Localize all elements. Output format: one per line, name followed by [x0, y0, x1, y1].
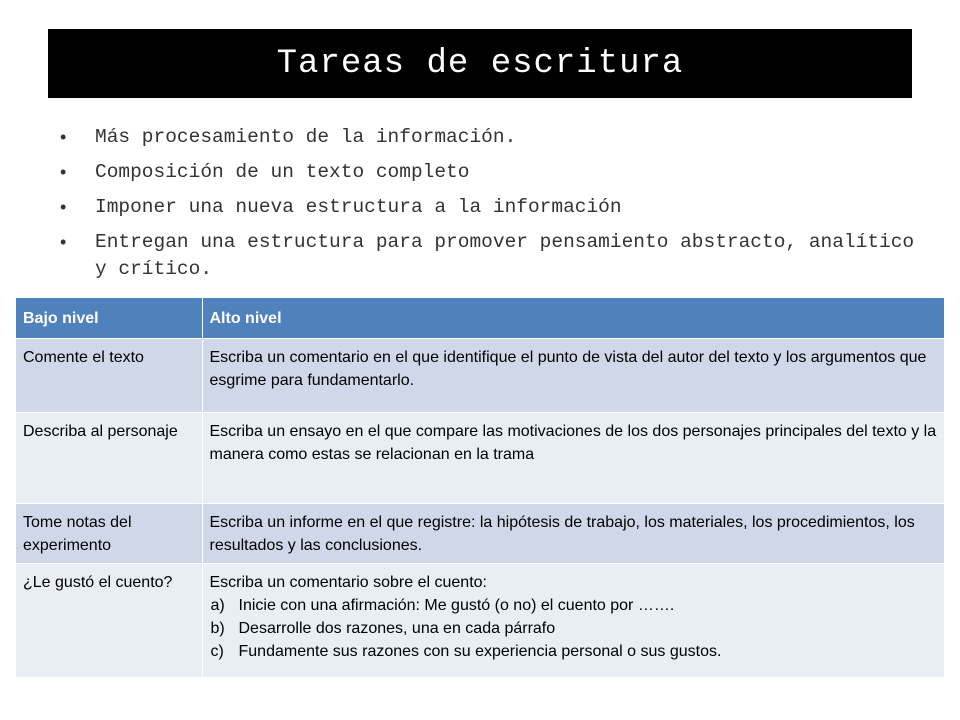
writing-tasks-table — [16, 298, 945, 677]
header-low-level: Bajo nivel — [16, 298, 202, 339]
bullet-dot: • — [60, 232, 67, 252]
bullet-text: Imponer una nueva estructura a la información — [95, 196, 622, 218]
low-level-cell: Describa al personaje — [16, 413, 202, 504]
bullet-item — [60, 159, 920, 186]
bullet-item — [60, 124, 920, 151]
slide-title: Tareas de escritura — [48, 29, 912, 98]
table-row — [16, 504, 944, 564]
bullet-item — [60, 229, 920, 283]
step-text: Inicie con una afirmación: Me gustó (o no) el cuento por ……. — [238, 597, 675, 614]
bullet-text: Más procesamiento de la información. — [95, 126, 517, 148]
step-item — [210, 617, 937, 640]
bullet-dot: • — [60, 197, 67, 217]
steps-list — [210, 594, 937, 663]
step-item — [210, 640, 937, 663]
bullet-list — [60, 124, 920, 291]
bullet-text: Composición de un texto completo — [95, 161, 470, 183]
bullet-dot: • — [60, 162, 67, 182]
table-row — [16, 413, 944, 504]
table-header-row — [16, 298, 944, 339]
step-item — [210, 594, 937, 617]
step-text: Desarrolle dos razones, una en cada párrafo — [238, 620, 556, 637]
table-row — [16, 339, 944, 413]
step-marker: b) — [210, 620, 225, 637]
bullet-dot: • — [60, 127, 67, 147]
high-level-cell: Escriba un ensayo en el que compare las motivaciones de los dos personajes principales del texto y la manera como estas se relacionan en la trama — [202, 413, 944, 504]
table-row — [16, 564, 944, 678]
low-level-cell: Tome notas del experimento — [16, 504, 202, 564]
bullet-text: Entregan una estructura para promover pensamiento abstracto, analítico y crítico. — [95, 231, 915, 280]
high-level-cell: Escriba un comentario en el que identifique el punto de vista del autor del texto y los argumentos que esgrime para fundamentarlo. — [202, 339, 944, 413]
low-level-cell: Comente el texto — [16, 339, 202, 413]
step-marker: c) — [210, 643, 224, 660]
high-level-intro: Escriba un comentario sobre el cuento: — [209, 574, 487, 591]
step-text: Fundamente sus razones con su experiencia personal o sus gustos. — [238, 643, 722, 660]
header-high-level: Alto nivel — [202, 298, 944, 339]
bullet-item — [60, 194, 920, 221]
high-level-cell — [202, 564, 944, 678]
step-marker: a) — [210, 597, 225, 614]
high-level-cell: Escriba un informe en el que registre: la hipótesis de trabajo, los materiales, los procedimientos, los resultados y las conclusiones. — [202, 504, 944, 564]
low-level-cell: ¿Le gustó el cuento? — [16, 564, 202, 678]
